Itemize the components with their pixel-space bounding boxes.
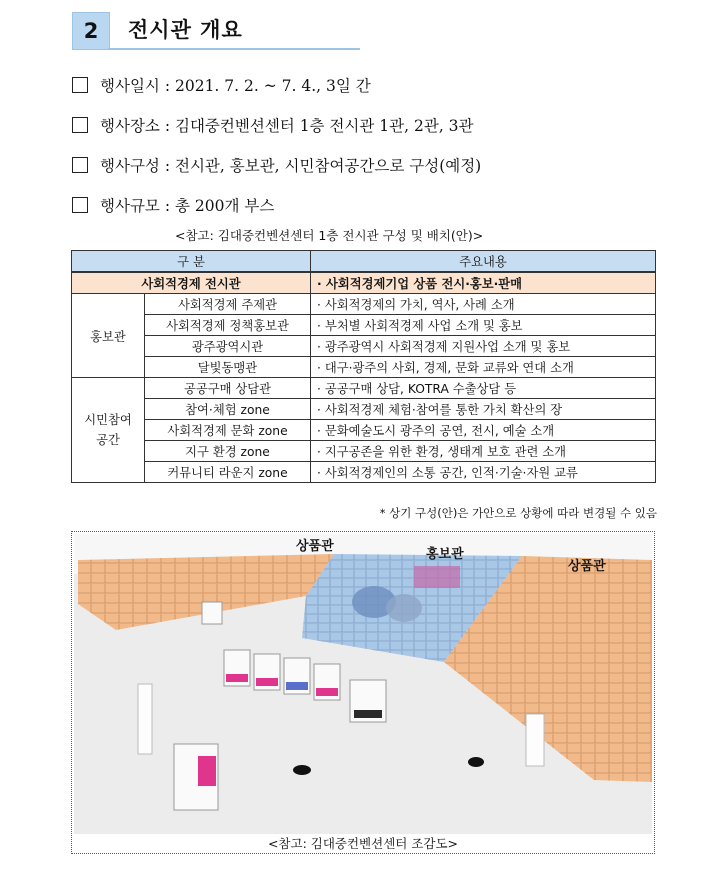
checkbox-icon [72,77,88,93]
table-row [72,336,656,357]
row-name: 공공구매 상담관 [145,378,311,399]
row-content: · 사회적경제기업 상품 전시·홍보·판매 [311,272,656,294]
group-name-line1: 시민참여 [84,413,132,427]
row-name: 사회적경제 정책홍보관 [145,315,311,336]
row-name: 광주광역시관 [145,336,311,357]
map-label-left: 상품관 [296,539,334,554]
footnote: * 상기 구성(안)은 가안으로 상황에 따라 변경될 수 있음 [379,506,657,520]
row-name: 사회적경제 전시관 [72,272,311,294]
exhibition-table [71,250,656,483]
header-content: 주요내용 [311,251,656,273]
row-content: · 지구공존을 위한 환경, 생태계 보호 관련 소개 [311,441,656,462]
row-content: · 대구·광주의 사회, 경제, 문화 교류와 연대 소개 [311,357,656,378]
venue-illustration [74,534,652,834]
table-row [72,420,656,441]
item-scale-value: 총 200개 부스 [174,197,275,215]
pillar [138,684,152,754]
row-name: 달빛동맹관 [145,357,311,378]
item-composition: 행사구성 : 전시관, 홍보관, 시민참여공간으로 구성(예정) [72,154,481,176]
item-date-value: 2021. 7. 2. ~ 7. 4., 3일 간 [174,77,371,95]
row-content: · 사회적경제인의 소통 공간, 인적·기술·자원 교류 [311,462,656,483]
row-content: · 문화예술도시 광주의 공연, 전시, 예술 소개 [311,420,656,441]
floor-marker [468,757,484,767]
promo-structure [414,566,460,588]
table-row [72,315,656,336]
group-name-citizen [72,378,145,483]
map-label-center: 홍보관 [426,547,464,562]
item-date-label: 행사일시 [100,77,160,95]
floor-marker [293,765,311,775]
map-label-right: 상품관 [568,559,606,574]
header-category: 구 분 [72,251,311,273]
venue-aerial-view [71,531,655,854]
row-name: 사회적경제 문화 zone [145,420,311,441]
row-content: · 사회적경제 체험·참여를 통한 가치 확산의 장 [311,399,656,420]
table-row [72,399,656,420]
item-venue: 행사장소 : 김대중컨벤션센터 1층 전시관 1관, 2관, 3관 [72,114,474,136]
item-composition-label: 행사구성 [100,157,160,175]
table-row [72,272,656,294]
item-venue-value: 김대중컨벤션센터 1층 전시관 1관, 2관, 3관 [174,117,474,135]
item-venue-label: 행사장소 [100,117,160,135]
table-row [72,378,656,399]
item-scale: 행사규모 : 총 200개 부스 [72,194,274,216]
section-header [72,12,360,50]
item-scale-label: 행사규모 [100,197,160,215]
section-underline [108,48,360,50]
section-title: 전시관 개요 [128,18,243,42]
table-row [72,441,656,462]
item-composition-value: 전시관, 홍보관, 시민참여공간으로 구성(예정) [174,157,482,175]
table-row [72,294,656,315]
map-caption: <참고: 김대중컨벤션센터 조감도> [72,835,654,853]
row-content: · 부처별 사회적경제 사업 소개 및 홍보 [311,315,656,336]
row-name: 지구 환경 zone [145,441,311,462]
table-caption: <참고: 김대중컨벤션센터 1층 전시관 구성 및 배치(안)> [175,228,484,243]
row-name: 사회적경제 주제관 [145,294,311,315]
checkbox-icon [72,157,88,173]
checkbox-icon [72,117,88,133]
pillar [526,714,544,766]
group-name-promo: 홍보관 [72,294,145,378]
row-name: 참여·체험 zone [145,399,311,420]
item-date: 행사일시 : 2021. 7. 2. ~ 7. 4., 3일 간 [72,74,371,96]
promo-structure [386,594,422,622]
section-number: 2 [72,12,110,50]
row-content: · 사회적경제의 가치, 역사, 사례 소개 [311,294,656,315]
table-row [72,462,656,483]
row-content: · 공공구매 상담, KOTRA 수출상담 등 [311,378,656,399]
row-content: · 광주광역시 사회적경제 지원사업 소개 및 홍보 [311,336,656,357]
checkbox-icon [72,197,88,213]
table-header-row [72,251,656,273]
row-name: 커뮤니티 라운지 zone [145,462,311,483]
table-row [72,357,656,378]
group-name-line2: 공간 [96,433,120,447]
